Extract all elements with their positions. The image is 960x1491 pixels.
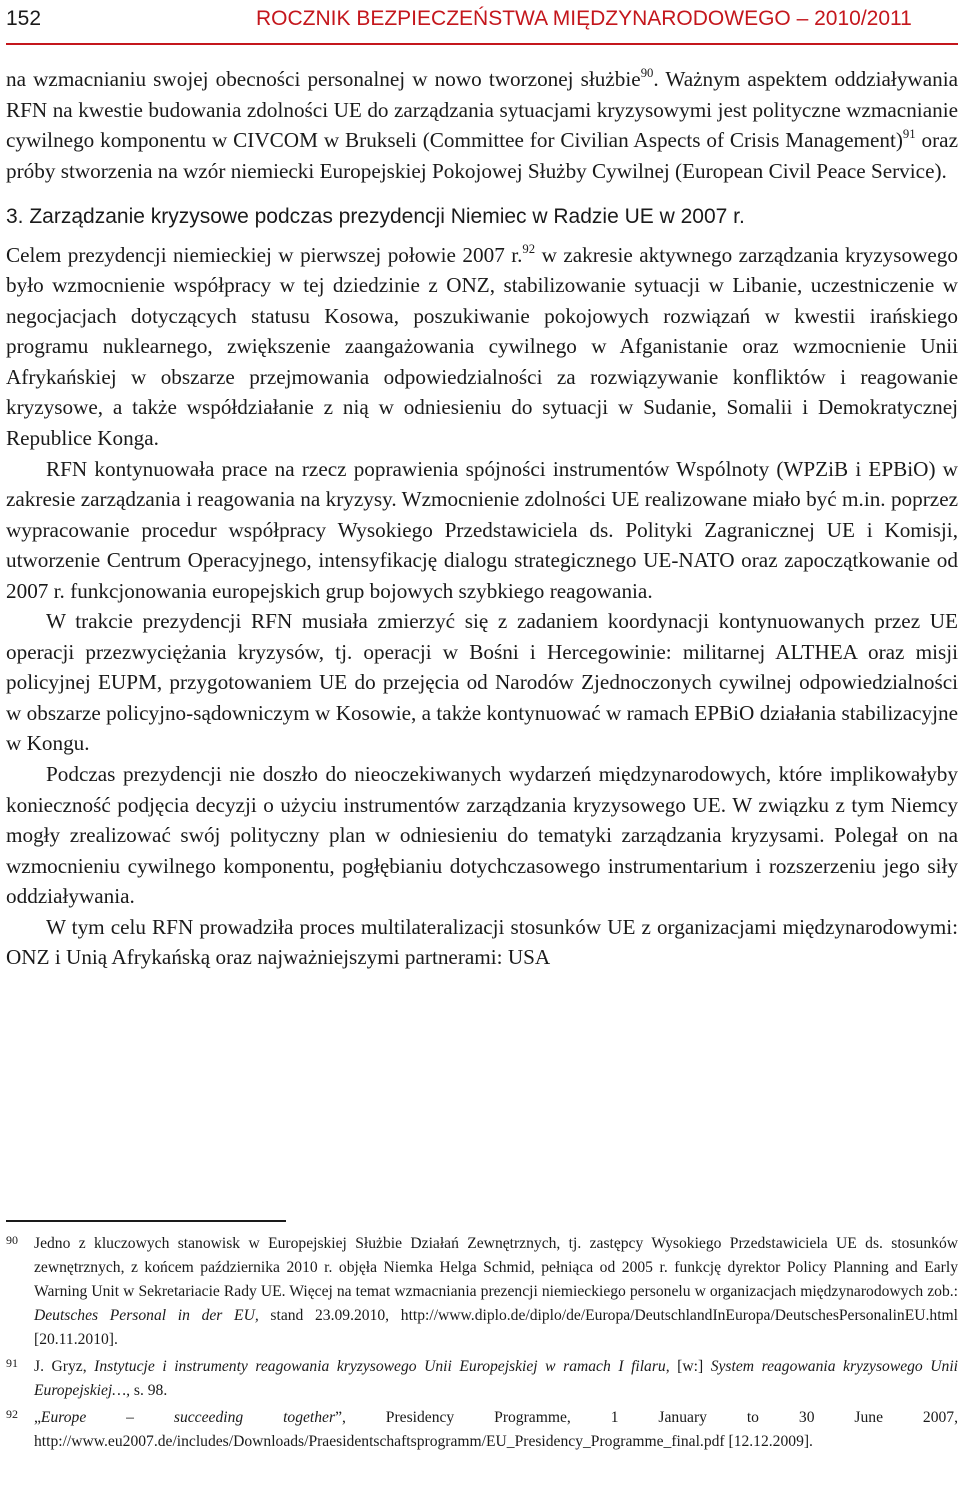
footnote-92-link[interactable]: ”, Presidency Programme, 1 January to 30 June 2007, http://www.eu2007.de/includes/Downloads/Praesidentschaftsprogramm/EU_Presidency_Programme_final.pdf [12.12.2009]. — [34, 1409, 959, 1450]
footnote-92 — [6, 1406, 958, 1454]
running-head — [6, 4, 954, 34]
footnote-rule — [6, 1220, 286, 1222]
footnote-92-quote-open: „ — [34, 1409, 41, 1426]
footnote-number: 92 — [6, 1407, 18, 1421]
footnote-number: 91 — [6, 1356, 18, 1370]
footnote-number: 90 — [6, 1233, 18, 1247]
footnote-ref-90[interactable]: 90 — [640, 66, 654, 81]
paragraph-multilateral: W tym celu RFN prowadziła proces multilateralizacji stosunków UE z organizacjami międzynarodowymi: ONZ i Unią Afrykańską oraz najważniejszymi partnerami: USA — [6, 914, 958, 970]
paragraph-intro-text-c: oraz próby stworzenia na wzór niemiecki Europejskiej Pokojowej Służby Cywilnej (European Civil Peace Service). — [6, 128, 958, 183]
paragraph-intro — [6, 64, 958, 186]
paragraph-coherence: RFN kontynuowała prace na rzecz poprawienia spójności instrumentów Wspólnoty (WPZiB i EPBiO) w zakresie zarządzania i reagowania na kryzysy. Wzmocnienie zdolności UE realizowane miało być m.in. poprzez wypracowanie procedur współpracy Wysokiego Przedstawiciela ds. Polityki Zagranicznej UE i Komisji, utworzenie Centrum Operacyjnego, intensyfikację dialogu strategicznego UE-NATO oraz zapoczątkowanie od 2007 r. funkcjonowania europejskich grup bojowych szybkiego reagowania. — [6, 456, 958, 603]
footnote-text — [34, 1232, 958, 1352]
footnote-91-italic-source: System reagowania kryzysowego Unii Europejskiej…, — [34, 1358, 959, 1399]
footnote-90-text-a: Jedno z kluczowych stanowisk w Europejskiej Służbie Działań Zewnętrznych, tj. zastępcy Wysokiego Przedstawiciela UE ds. stosunków zewnętrznych, z końcem października 2010 r. objęła Niemka Helga Schmid, pełniąca od 2005 r. funkcję dyrektor Policy Planning and Early Warning Unit w Sekretariacie Rady UE. Więcej na temat wzmacniania prezencji niemieckiego personelu w organizacjach międzynarodowych zob.: — [34, 1235, 958, 1300]
footnote-ref-92[interactable]: 92 — [522, 241, 536, 256]
journal-title: ROCZNIK BEZPIECZEŃSTWA MIĘDZYNARODOWEGO – 2010/2011 — [256, 7, 912, 30]
footnote-91-text-c: s. 98. — [130, 1382, 168, 1399]
footnotes — [6, 1232, 958, 1457]
footnote-text — [34, 1406, 958, 1454]
footnote-91-italic-title: Instytucje i instrumenty reagowania kryzysowego Unii Europejskiej w ramach I filaru, — [94, 1358, 670, 1375]
body-text — [6, 64, 958, 973]
footnote-90-link[interactable]: stand 23.09.2010, http://www.diplo.de/diplo/de/Europa/DeutschlandInEuropa/DeutschesPersonalinEU.html [20.11.2010]. — [34, 1307, 958, 1348]
footnote-ref-91[interactable]: 91 — [902, 127, 916, 142]
paragraph-goals-text-b: w zakresie aktywnego zarządzania kryzysowego było wzmocnienie współpracy w tej dziedzinie z ONZ, stabilizowanie sytuacji w Libanie, uczestniczenie w negocjacjach dotyczących statusu Kosowa, poszukiwanie pokojowych rozwiązań w kwestii irańskiego programu nuklearnego, zwiększenie zaangażowania cywilnego w Afganistanie oraz wzmocnienie Unii Afrykańskiej w obszarze przejmowania odpowiedzialności za rozwiązywanie konfliktów i reagowanie kryzysowe, a także współdziałanie z nią w odniesieniu do sytuacji w Sudanie, Somalii i Demokratycznej Republice Konga. — [6, 242, 958, 451]
footnote-92-italic: Europe – succeeding together — [40, 1409, 336, 1426]
footnote-90-italic: Deutsches Personal in der EU, — [34, 1307, 259, 1324]
footnote-91-text-b: [w:] — [669, 1358, 711, 1375]
footnote-90 — [6, 1232, 958, 1352]
footnote-91-text-a: J. Gryz, — [34, 1358, 95, 1375]
paragraph-goals — [6, 240, 958, 454]
header-rule — [6, 43, 958, 45]
paragraph-outcome: Podczas prezydencji nie doszło do nieoczekiwanych wydarzeń międzynarodowych, które implikowałyby konieczność podjęcia decyzji o użyciu instrumentów zarządzania kryzysowego UE. W związku z tym Niemcy mogły zrealizować swój polityczny plan w odniesieniu do tematyki zarządzania kryzysami. Polegał on na wzmocnieniu cywilnego komponentu, pogłębianiu dotychczasowego instrumentarium i rozszerzeniu jego siły oddziaływania. — [6, 762, 958, 909]
paragraph-operations: W trakcie prezydencji RFN musiała zmierzyć się z zadaniem koordynacji kontynuowanych przez UE operacji przezwyciężania kryzysów, tj. operacji w Bośni i Hercegowinie: militarnej ALTHEA oraz misji policyjnej EUPM, przygotowaniem UE do przejęcia od Narodów Zjednoczonych cywilnej odpowiedzialności w obszarze policyjno-sądowniczym w Kosowie, a także kontynuować w ramach EPBiO działania stabilizacyjne w Kongu. — [6, 609, 958, 756]
section-heading: 3. Zarządzanie kryzysowe podczas prezydencji Niemiec w Radzie UE w 2007 r. — [6, 205, 745, 229]
paragraph-goals-text-a: Celem prezydencji niemieckiej w pierwszej połowie 2007 r. — [6, 242, 523, 267]
footnote-91 — [6, 1355, 958, 1403]
page-number: 152 — [6, 7, 42, 30]
paragraph-intro-text-b: . Ważnym aspektem oddziaływania RFN na kwestie budowania zdolności UE do zarządzania sytuacjami kryzysowymi jest polityczne wzmacnianie cywilnego komponentu w CIVCOM w Brukseli (Committee for Civilian Aspects of Crisis Management) — [6, 67, 958, 153]
paragraph-intro-text-a: na wzmacnianiu swojej obecności personalnej w nowo tworzonej służbie — [6, 67, 641, 91]
footnote-text — [34, 1355, 958, 1403]
